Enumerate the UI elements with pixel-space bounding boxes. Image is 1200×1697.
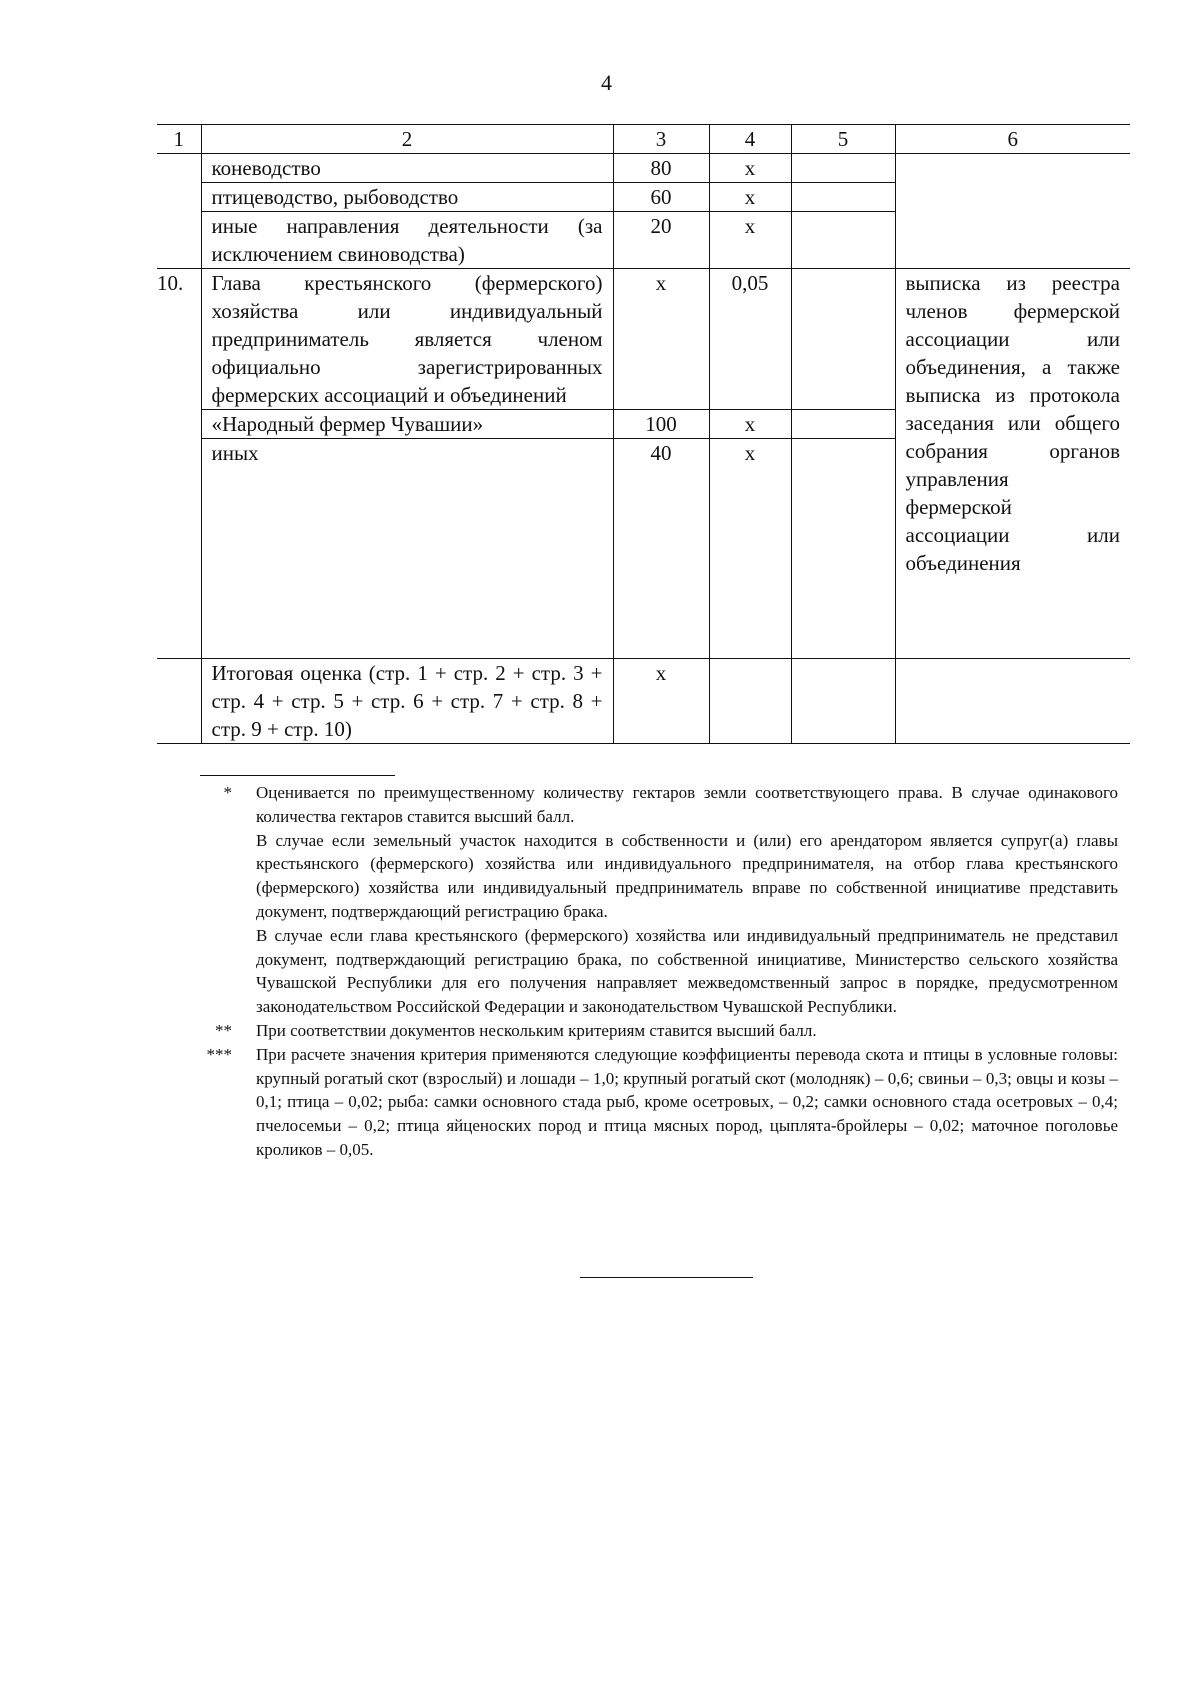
score-cell: 80 [613,154,709,183]
score-cell: 100 [613,410,709,439]
criterion-cell: иных [201,439,613,659]
value-cell [791,439,895,659]
footnote-2 [200,1019,1118,1043]
footnote-mark: *** [206,1044,232,1064]
footnote-paragraph: В случае если глава крестьянского (фермерского) хозяйства или индивидуальный предприниматель не представил документ, подтверждающий регистрацию брака, по собственной инициативе, Министерство сельского хозяйства Чувашской Республики для его получения направляет межведомственный запрос в порядке, предусмотренном законодательством Российской Федерации и законодательством Чувашской Республики. [256,925,1118,1017]
value-cell [791,154,895,183]
weight-cell: х [709,410,791,439]
criterion-cell: коневодство [201,154,613,183]
document-cell [895,154,1130,269]
criterion-cell: иные направления деятельности (за исключением свиноводства) [201,212,613,269]
criterion-cell: Глава крестьянского (фермерского) хозяйства или индивидуальный предприниматель является членом официально зарегистрированных фермерских ассоциаций и объединений [201,269,613,410]
value-cell [791,212,895,269]
value-cell [791,410,895,439]
header-col-3: 3 [613,125,709,154]
footnote-1 [200,781,1118,1019]
header-col-6: 6 [895,125,1130,154]
score-cell: 40 [613,439,709,659]
criterion-cell: «Народный фермер Чувашии» [201,410,613,439]
footnotes [200,781,1118,1162]
end-line [580,1277,753,1278]
weight-cell: х [709,212,791,269]
score-cell: х [613,659,709,744]
footnote-paragraph: При соответствии документов нескольким критериям ставится высший балл. [256,1020,817,1040]
weight-cell [709,659,791,744]
document-cell: выписка из реестра членов фермерской ассоциации или объединения, а также выписка из протокола заседания или общего собрания органов управления фермерской ассоциации или объединения [895,269,1130,659]
weight-cell: х [709,183,791,212]
page-number: 4 [601,70,612,95]
value-cell [791,269,895,410]
footnote-3 [200,1043,1118,1162]
table-row [157,154,1130,183]
header-col-1: 1 [157,125,201,154]
table-row-total [157,659,1130,744]
score-cell: 20 [613,212,709,269]
value-cell [791,183,895,212]
weight-cell: х [709,154,791,183]
footnote-paragraph: В случае если земельный участок находится в собственности и (или) его арендатором является супруг(а) главы крестьянского (фермерского) хозяйства или индивидуального предпринимателя, на отбор глава крестьянского (фермерского) хозяйства или индивидуальный предприниматель вправе по собственной инициативе представить документ, подтверждающий регистрацию брака. [256,830,1118,921]
footnote-paragraph: При расчете значения критерия применяются следующие коэффициенты перевода скота и птицы в условные головы: крупный рогатый скот (взрослый) и лошади – 1,0; крупный рогатый скот (молодняк) – 0,6; свиньи – 0,3; овцы и козы – 0,1; птица – 0,02; рыба: самки основного стада рыб, кроме осетровых, – 0,2; самки основного стада осетровых – 0,4; пчелосемьи – 0,2; птица яйценоских пород и птица мясных пород, цыплята-бройлеры – 0,02; маточное поголовье кроликов – 0,05. [256,1044,1118,1159]
value-cell [791,659,895,744]
score-cell: 60 [613,183,709,212]
criterion-cell: птицеводство, рыбоводство [201,183,613,212]
row-number-cell [157,154,201,269]
header-col-4: 4 [709,125,791,154]
criteria-table [157,124,1130,744]
document-cell [895,659,1130,744]
footnote-paragraph: Оценивается по преимущественному количеству гектаров земли соответствующего права. В случае одинакового количества гектаров ставится высший балл. [256,783,1118,826]
weight-cell: 0,05 [709,269,791,410]
total-criterion-cell: Итоговая оценка (стр. 1 + стр. 2 + стр. 3 + стр. 4 + стр. 5 + стр. 6 + стр. 7 + стр. 8 + стр. 9 + стр. 10) [201,659,613,744]
table-header-row [157,125,1130,154]
row-number-cell: 10. [157,269,201,659]
footnote-mark: ** [215,1020,232,1040]
score-cell: х [613,269,709,410]
footnote-separator [200,775,395,776]
row-number-cell [157,659,201,744]
table-row [157,269,1130,410]
header-col-5: 5 [791,125,895,154]
weight-cell: х [709,439,791,659]
header-col-2: 2 [201,125,613,154]
footnote-mark: * [223,783,232,802]
